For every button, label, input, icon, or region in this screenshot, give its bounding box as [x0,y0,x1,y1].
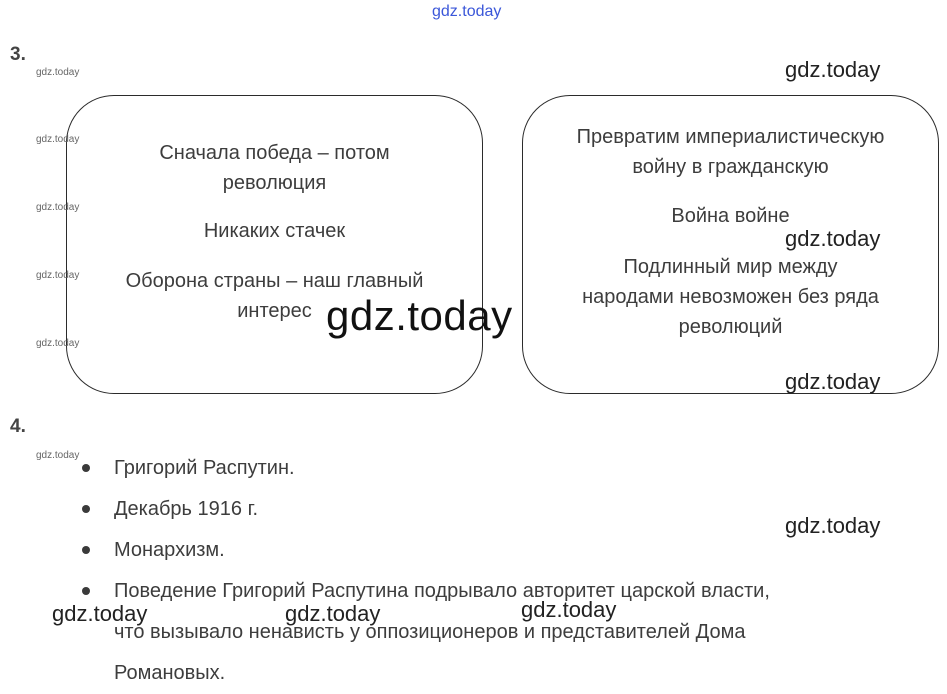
right-box-item-2: Война войне [671,205,790,227]
small-watermark: gdz.today [36,338,80,349]
small-watermark: gdz.today [36,202,80,213]
bullet-icon [82,505,90,513]
medium-watermark: gdz.today [785,513,881,538]
top-watermark: gdz.today [432,3,502,20]
medium-watermark: gdz.today [785,57,881,82]
small-watermark: gdz.today [36,450,80,461]
list-item-text: Поведение Григорий Распутина подрывало авторитет царской власти, что вызывало ненависть у оппозиционеров и представителей Дома Романовых. [114,580,770,684]
list-item-text: Декабрь 1916 г. [114,498,258,520]
medium-watermark: gdz.today [521,597,617,622]
left-box-item-3: Оборона страны – наш главный интерес [125,270,424,322]
task-4-number: 4. [10,416,26,437]
medium-watermark: gdz.today [285,601,381,626]
large-watermark: gdz.today [326,292,513,339]
list-item [80,489,874,530]
list-item [80,571,874,694]
medium-watermark: gdz.today [785,226,881,251]
list-item [80,530,874,571]
right-box-item-3: Подлинный мир между народами невозможен без ряда революций [582,256,879,338]
list-item-text: Монархизм. [114,539,225,561]
left-box-item-2: Никаких стачек [203,220,346,242]
list-item [80,448,874,489]
list-item-text: Григорий Распутин. [114,457,295,479]
bullet-icon [82,587,90,595]
left-box-item-1: Сначала победа – потом революция [159,142,390,194]
right-box-item-1: Превратим империалистическую войну в гражданскую [576,126,885,178]
medium-watermark: gdz.today [52,601,148,626]
bullet-icon [82,464,90,472]
medium-watermark: gdz.today [785,369,881,394]
small-watermark: gdz.today [36,134,80,145]
bullet-icon [82,546,90,554]
small-watermark: gdz.today [36,67,80,78]
task-3-number: 3. [10,44,26,65]
answer-list [80,448,874,694]
small-watermark: gdz.today [36,270,80,281]
